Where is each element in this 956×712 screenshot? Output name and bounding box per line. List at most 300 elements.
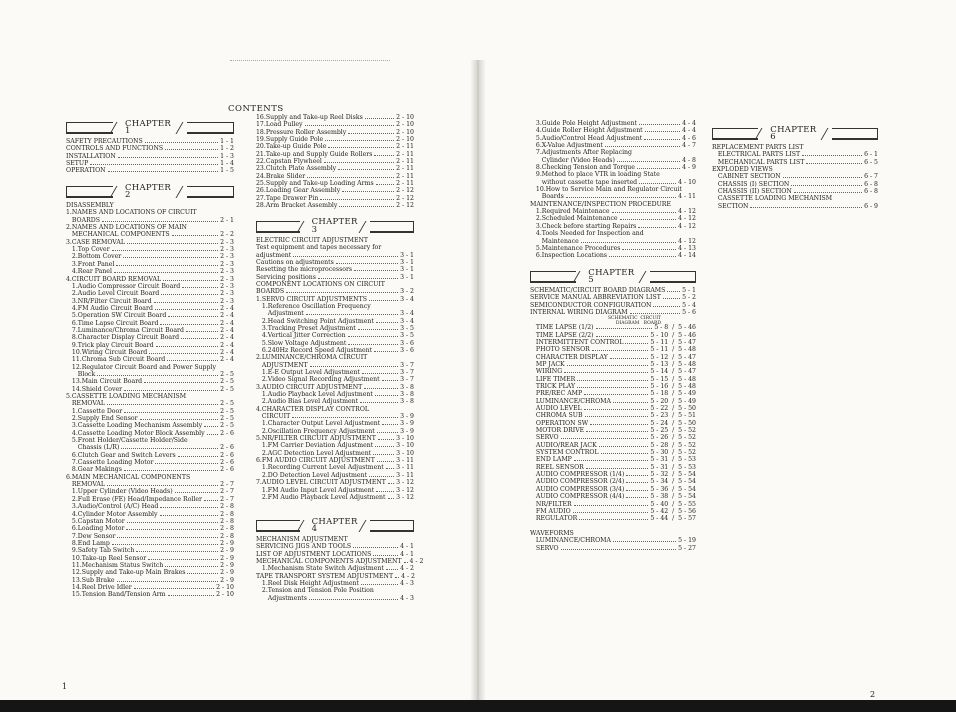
toc-entry[interactable] [66,452,234,459]
toc-entry[interactable] [256,325,414,332]
toc-entry[interactable] [256,310,414,317]
toc-entry[interactable] [256,551,414,558]
toc-entry[interactable] [256,479,414,486]
dot-leader [204,426,218,427]
toc-entry[interactable] [256,384,414,391]
chapter-heading [66,184,234,200]
toc-entry-title: CHARACTER DISPLAY [530,353,608,361]
toc-entry[interactable] [66,268,234,275]
toc-entry[interactable] [66,153,234,160]
toc-entry[interactable] [256,173,414,180]
toc-entry-title: 4.Guide Roller Height Adjustment [530,127,643,135]
toc-entry-page: 1 - 3 [220,152,234,160]
toc-entry[interactable] [530,383,696,390]
toc-entry[interactable] [66,496,234,503]
toc-entry[interactable] [66,547,234,554]
toc-entry-page: 2 - 11 [396,158,414,166]
toc-entry-title: 4.Vertical Jitter Correction [256,332,346,340]
toc-entry-title: SYSTEM CONTROL [530,449,599,457]
toc-entry[interactable] [530,149,696,156]
dot-leader [574,505,649,506]
toc-entry[interactable] [256,180,414,187]
toc-entry-page: 3 - 11 [396,471,414,479]
toc-entry[interactable] [256,288,414,295]
toc-entry-title: 5.Front Holder/Cassette Holder/Side [66,437,188,445]
toc-entry[interactable] [256,428,414,435]
toc-entry[interactable] [530,478,696,485]
toc-entry-page: 2 - 1 [220,216,234,224]
chapter-frame-right [832,128,878,140]
toc-entry[interactable] [256,464,414,471]
dot-leader [181,338,218,339]
toc-entry[interactable] [530,324,696,331]
toc-entry-page: 4 - 3 [400,594,414,602]
toc-entry[interactable] [256,252,414,259]
toc-entry[interactable] [66,334,234,341]
toc-entry[interactable] [66,217,234,224]
toc-entry[interactable] [256,457,414,464]
dot-leader [112,544,218,545]
toc-column-4 [712,124,878,210]
dot-leader [564,372,648,373]
toc-entry[interactable] [530,193,696,200]
toc-entry[interactable] [66,533,234,540]
toc-entry[interactable] [530,545,696,552]
toc-entry[interactable] [66,276,234,283]
toc-entry-page: 3 - 8 [400,383,414,391]
toc-entry[interactable] [66,408,234,415]
toc-entry[interactable] [66,342,234,349]
toc-entry-title: Adjustments [256,594,307,602]
toc-entry[interactable] [66,327,234,334]
toc-entry[interactable] [530,412,696,419]
toc-entry-title: 3.Front Panel [66,260,115,268]
dot-leader [123,257,218,258]
dot-leader [160,515,219,516]
toc-entry[interactable] [256,406,414,413]
toc-entry-title: OPERATION [66,167,106,175]
toc-entry[interactable] [66,577,234,584]
toc-entry[interactable] [66,305,234,312]
toc-entry[interactable] [530,245,696,252]
toc-entry[interactable] [256,195,414,202]
toc-entry[interactable] [256,244,414,251]
dot-leader [292,417,398,418]
dot-leader [127,522,218,523]
toc-entry[interactable] [530,120,696,127]
toc-entry[interactable] [66,555,234,562]
toc-entry[interactable] [530,215,696,222]
toc-entry[interactable] [530,230,696,237]
toc-entry[interactable] [256,151,414,158]
toc-entry-page: 5 - 23 / 5 - 51 [650,412,696,420]
toc-entry[interactable] [256,165,414,172]
toc-entry[interactable] [530,287,696,294]
dot-leader [388,498,395,499]
toc-entry[interactable] [66,349,234,356]
toc-entry[interactable] [66,422,234,429]
toc-entry-title: 3.Cassette Loading Mechanism Assembly [66,422,203,430]
toc-entry[interactable] [530,390,696,397]
toc-entry[interactable] [530,339,696,346]
toc-entry[interactable] [66,437,234,444]
dot-leader [382,380,399,381]
toc-entry-page: 4 - 2 [409,557,424,565]
toc-entry-title: 6.Loading Motor [66,525,125,533]
toc-entry-title: CONTROLS AND FUNCTIONS [66,145,164,153]
toc-entry-page: 5 - 2 [682,294,696,302]
toc-entry[interactable] [256,573,414,580]
toc-entry-page: 6 - 1 [864,151,878,159]
toc-entry-title: 1.Top Cover [66,246,110,254]
toc-entry[interactable] [66,459,234,466]
toc-entry[interactable] [256,259,414,266]
toc-entry[interactable] [530,135,696,142]
toc-entry-title: MAINTENANCE/INSPECTION PROCEDURE [530,200,671,208]
toc-entry[interactable] [530,157,696,164]
toc-entry[interactable] [66,378,234,385]
toc-entry-page: 2 - 3 [220,290,234,298]
toc-entry[interactable] [256,472,414,479]
toc-entry[interactable] [66,591,234,598]
toc-entry[interactable] [256,318,414,325]
dot-leader [348,344,398,345]
toc-entry-page: 2 - 3 [220,282,234,290]
chapter-frame-right [650,271,696,283]
toc-entry[interactable] [712,188,878,195]
dot-leader [373,555,398,556]
toc-entry-page: 5 - 38 / 5 - 54 [650,493,696,501]
toc-entry[interactable] [530,238,696,245]
toc-entry-title: SETUP [66,160,89,168]
toc-entry[interactable] [256,398,414,405]
toc-entry[interactable] [66,400,234,407]
toc-entry[interactable] [256,281,414,288]
toc-entry[interactable] [256,121,414,128]
toc-entry[interactable] [66,364,234,371]
toc-entry[interactable] [256,557,424,565]
dot-leader [126,529,218,530]
toc-entry[interactable] [712,166,878,173]
toc-entry[interactable] [66,320,234,327]
toc-entry[interactable] [712,195,878,202]
toc-entry-page: 3 - 5 [400,324,414,332]
toc-entry[interactable] [66,160,234,167]
toc-entry-title: LUMINANCE/CHROMA [530,397,611,405]
toc-entry[interactable] [530,201,696,208]
toc-entry-title: REGULATOR [530,515,578,523]
toc-entry-title: TIME LAPSE (2/2) [530,331,594,339]
toc-entry[interactable] [530,537,696,544]
toc-entry[interactable] [66,481,234,488]
toc-entry-page: 2 - 9 [220,547,234,555]
toc-entry[interactable] [66,371,234,378]
toc-entry[interactable] [530,530,696,537]
toc-entry[interactable] [256,420,414,427]
toc-entry[interactable] [530,354,696,361]
toc-entry[interactable] [530,486,696,493]
toc-entry[interactable] [256,391,414,398]
chapter-frame-right [187,186,234,198]
toc-entry[interactable] [530,398,696,405]
chapter-heading [530,269,696,285]
toc-entry[interactable] [530,420,696,427]
toc-entry[interactable] [66,444,234,451]
toc-entry-page: 2 - 7 [220,481,234,489]
toc-entry-title: 14.Shield Cover [66,385,123,393]
toc-entry-page: 2 - 12 [396,187,414,195]
toc-entry[interactable] [66,231,234,238]
toc-entry-title: 13.Sub Brake [66,576,115,584]
dot-leader [121,448,218,449]
toc-entry-page: 2 - 5 [220,378,234,386]
dot-leader [626,482,648,483]
toc-entry[interactable] [66,393,234,400]
toc-entry-title: 6.Clutch Gear and Switch Levers [66,451,176,459]
dot-leader [187,573,218,574]
toc-entry[interactable] [256,114,414,121]
toc-entry-title: SERVO [530,434,559,442]
toc-entry[interactable] [256,595,414,602]
toc-entry[interactable] [256,136,414,143]
toc-entry[interactable] [256,202,414,209]
toc-entry[interactable] [66,474,234,481]
toc-entry-page: 5 - 10 / 5 - 46 [650,331,696,339]
toc-entry[interactable] [530,456,696,463]
dot-leader [612,212,677,213]
toc-entry-page: 2 - 5 [220,407,234,415]
toc-entry[interactable] [256,587,414,594]
toc-entry[interactable] [256,303,414,310]
toc-entry-title: 3.Audio/Control (A/C) Head [66,503,159,511]
toc-entry-page: 5 - 15 / 5 - 48 [650,375,696,383]
toc-entry-title: REMOVAL [66,481,106,489]
dot-leader [136,551,218,552]
toc-entry[interactable] [66,224,234,231]
toc-entry[interactable] [66,569,234,576]
toc-entry[interactable] [66,356,234,363]
toc-entry[interactable] [256,237,414,244]
toc-entry-title: 2.Oscillation Frequency Adjustment [256,427,375,435]
toc-entry-page: 2 - 4 [220,312,234,320]
dot-leader [108,171,218,172]
toc-entry[interactable] [530,164,696,171]
toc-entry[interactable] [530,294,696,301]
toc-entry-page: 5 - 8 / 5 - 46 [654,324,696,332]
toc-entry[interactable] [256,487,414,494]
dot-leader [377,461,394,462]
toc-entry-page: 2 - 4 [220,356,234,364]
toc-entry[interactable] [66,283,234,290]
toc-entry[interactable] [530,142,696,149]
toc-entry[interactable] [66,518,234,525]
toc-entry[interactable] [256,536,414,543]
chapter-label: CHAPTER 3 [311,217,358,235]
toc-entry[interactable] [256,565,414,572]
toc-entry[interactable] [256,369,414,376]
toc-entry-title: 1.SERVO CIRCUIT ADJUSTMENTS [256,295,367,303]
toc-entry-title: CHROMA SUB [530,412,583,420]
toc-entry[interactable] [530,464,696,471]
dot-leader [364,388,398,389]
toc-entry[interactable] [530,302,696,309]
toc-entry[interactable] [256,543,414,550]
toc-entry[interactable] [66,202,234,209]
dot-leader [339,206,394,207]
toc-entry[interactable] [256,580,414,587]
toc-entry[interactable] [530,127,696,134]
spacer [530,523,696,530]
toc-entry-title: Chassis (L/R) [66,444,120,452]
toc-entry-page: 2 - 6 [220,459,234,467]
dot-leader [140,419,219,420]
toc-entry[interactable] [66,209,234,216]
toc-entry[interactable] [530,171,696,178]
dot-leader [286,292,398,293]
toc-entry[interactable] [256,296,414,303]
toc-entry[interactable] [712,151,878,158]
toc-entry[interactable] [530,332,696,339]
toc-entry[interactable] [712,203,878,210]
toc-entry-title: 6.MAIN MECHANICAL COMPONENTS [66,473,191,481]
toc-entry-page: 5 - 6 [682,308,696,316]
toc-entry[interactable] [712,173,878,180]
toc-entry-title: FM AUDIO [530,507,571,515]
toc-entry[interactable] [66,540,234,547]
toc-entry-title: AUDIO COMPRESSOR (4/4) [530,493,625,501]
toc-entry[interactable] [530,405,696,412]
toc-entry[interactable] [256,274,414,281]
toc-entry[interactable] [66,511,234,518]
toc-entry[interactable] [256,347,414,354]
toc-entry[interactable] [66,430,234,437]
toc-entry-title: 8.Checking Tension and Torque [530,164,635,172]
toc-entry[interactable] [256,362,414,369]
toc-entry[interactable] [66,312,234,319]
toc-entry-title: 1.Cassette Door [66,407,123,415]
toc-entry[interactable] [66,298,234,305]
toc-entry[interactable] [66,415,234,422]
toc-entry-title: REEL SENSOR [530,463,584,471]
toc-entry[interactable] [530,368,696,375]
toc-entry[interactable] [530,515,696,522]
toc-entry-page: 2 - 5 [220,400,234,408]
toc-entry[interactable] [530,434,696,441]
toc-entry[interactable] [256,376,414,383]
toc-entry[interactable] [530,252,696,259]
toc-entry[interactable] [66,488,234,495]
toc-entry[interactable] [256,413,414,420]
toc-entry[interactable] [66,562,234,569]
toc-entry-title: 1.Reel Disk Height Adjustment [256,579,359,587]
toc-entry[interactable] [530,493,696,500]
toc-entry[interactable] [66,503,234,510]
toc-entry[interactable] [66,253,234,260]
dot-leader [577,380,648,381]
toc-entry[interactable] [256,266,414,273]
toc-entry-page: 5 - 31 / 5 - 53 [650,463,696,471]
toc-entry[interactable] [530,179,696,186]
toc-entry[interactable] [66,145,234,152]
dot-leader [124,412,218,413]
toc-entry[interactable] [66,466,234,473]
toc-entry[interactable] [66,138,234,145]
toc-entry[interactable] [530,427,696,434]
toc-entry-page: 5 - 4 [682,301,696,309]
spacer [66,175,234,182]
toc-entry[interactable] [256,143,414,150]
toc-entry-title: MP JACK [530,360,565,368]
toc-entry[interactable] [256,435,414,442]
toc-entry-page: 5 - 11 / 5 - 47 [650,338,696,346]
toc-entry[interactable] [712,181,878,188]
toc-entry[interactable] [256,187,414,194]
dot-leader [375,395,398,396]
toc-entry[interactable] [712,144,878,151]
toc-entry-page: 2 - 10 [396,114,414,121]
toc-entry[interactable] [256,354,414,361]
toc-entry-page: 2 - 10 [396,128,414,136]
toc-entry[interactable] [530,376,696,383]
toc-entry[interactable] [66,290,234,297]
toc-entry[interactable] [530,501,696,508]
toc-entry[interactable] [530,471,696,478]
toc-entry[interactable] [66,167,234,174]
toc-entry-page: 4 - 3 [400,579,414,587]
toc-entry[interactable] [66,246,234,253]
toc-entry[interactable] [66,261,234,268]
toc-entry[interactable] [66,239,234,246]
toc-entry[interactable] [530,361,696,368]
toc-entry-title: MECHANICAL COMPONENTS ADJUSTMENT [256,557,402,565]
toc-entry[interactable] [530,508,696,515]
toc-entry[interactable] [66,386,234,393]
toc-entry[interactable] [256,340,414,347]
toc-entry[interactable] [256,494,414,501]
dot-leader [306,314,398,315]
toc-entry-page: 4 - 9 [682,164,696,172]
toc-entry[interactable] [712,159,878,166]
toc-entry[interactable] [256,158,414,165]
toc-entry-page: 4 - 10 [678,178,696,186]
dot-leader [395,577,399,578]
toc-entry[interactable] [256,450,414,457]
toc-entry[interactable] [66,525,234,532]
dot-leader [178,456,218,457]
toc-entry[interactable] [530,208,696,215]
toc-entry-title: 11.Chroma Sub Circuit Board [66,356,166,364]
toc-entry-page: 4 - 11 [678,193,696,201]
dot-leader [586,468,649,469]
toc-entry[interactable] [530,223,696,230]
toc-entry[interactable] [530,346,696,353]
dot-leader [638,227,676,228]
dot-leader [573,512,649,513]
toc-entry[interactable] [256,442,414,449]
dot-leader [639,183,676,184]
toc-entry-page: 5 - 25 / 5 - 52 [650,427,696,435]
toc-entry[interactable] [256,129,414,136]
toc-entry-title: 5.Slow Voltage Adjustment [256,339,347,347]
toc-entry-page: 3 - 1 [400,251,414,259]
toc-entry[interactable] [530,186,696,193]
dot-leader [112,250,218,251]
toc-entry-title: TAPE TRANSPORT SYSTEM ADJUSTMENT [256,572,394,580]
toc-entry[interactable] [256,332,414,339]
toc-entry[interactable] [530,442,696,449]
toc-entry[interactable] [530,449,696,456]
toc-entry[interactable] [66,584,234,591]
